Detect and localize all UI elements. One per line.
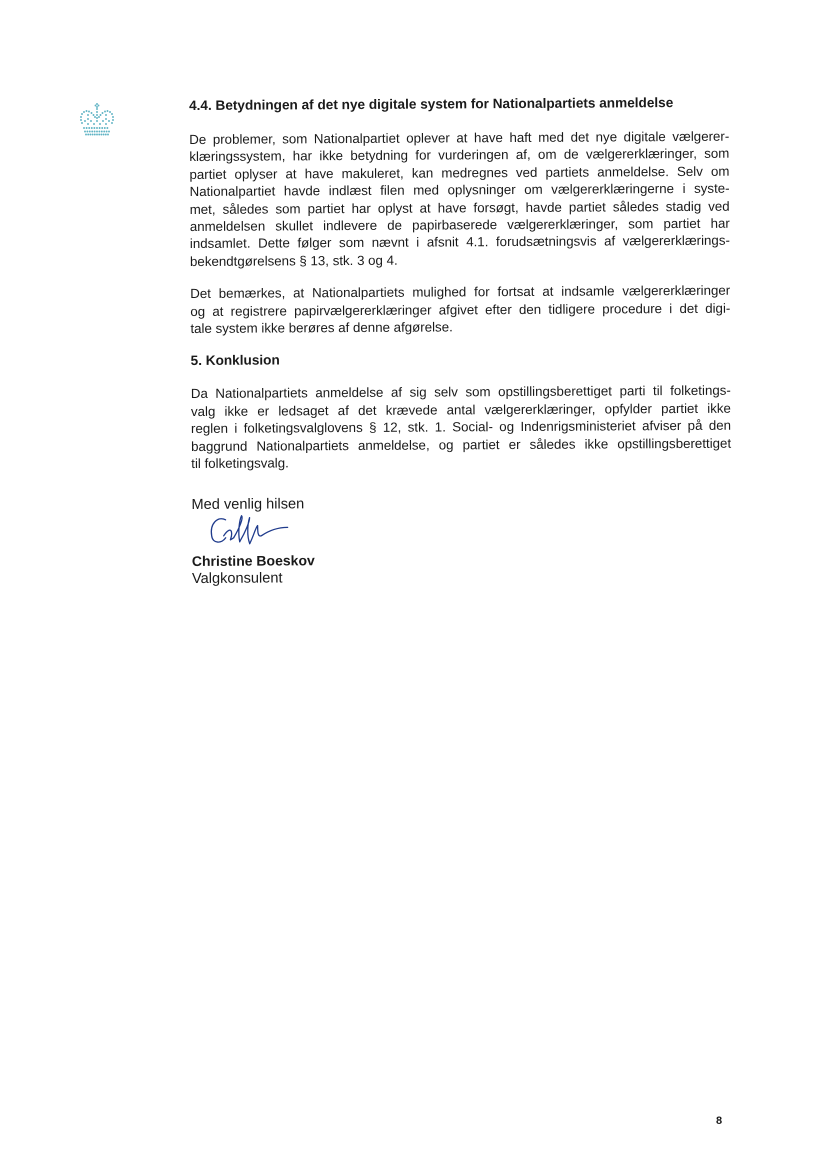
crown-dot: [101, 127, 103, 129]
paragraph-line: klæringssystem, har ikke betydning for vurderingen af, om de vælgererklæringer, som: [189, 146, 730, 165]
crown-dot: [105, 134, 107, 136]
crown-dot: [105, 123, 107, 125]
paragraph-line: til folketingsvalg.: [191, 455, 289, 472]
crown-dot: [98, 131, 100, 133]
crown-dot: [105, 118, 107, 120]
crown-dot: [102, 120, 104, 122]
crown-dot: [96, 106, 98, 108]
crown-dot: [86, 131, 88, 133]
section-5-heading: 5. Konklusion: [190, 352, 280, 369]
crown-dot: [91, 131, 93, 133]
crown-dot: [93, 123, 95, 125]
paragraph-line: partiet oplyser at have makuleret, kan medregnes ved partiets anmeldelse. Selv om: [189, 163, 730, 182]
crown-dot: [88, 111, 90, 113]
crown-dot: [94, 131, 96, 133]
crown-dot: [95, 105, 97, 107]
crown-dot: [109, 111, 111, 113]
crown-dot: [111, 122, 113, 124]
paragraph-line: tale system ikke berøres af denne afgørelse.: [190, 319, 453, 337]
crown-dot: [106, 131, 108, 133]
crown-dot: [87, 118, 89, 120]
crown-dot: [107, 110, 109, 112]
crown-dot: [94, 134, 96, 136]
crown-dot: [87, 134, 89, 136]
crown-dot: [98, 105, 100, 107]
crown-dot: [100, 114, 102, 116]
crown-dot: [91, 112, 93, 114]
page-number: 8: [716, 1115, 723, 1127]
crown-dot: [112, 119, 114, 121]
handwritten-signature: [192, 513, 292, 550]
crown-dot: [85, 134, 87, 136]
paragraph-line: baggrund Nationalpartiets anmeldelse, og partiet er således ikke opstillingsberettiget: [191, 435, 732, 454]
crown-dot: [91, 127, 93, 129]
crown-dot: [96, 108, 98, 110]
crown-dot: [103, 131, 105, 133]
crown-dot: [89, 131, 91, 133]
crown-dot: [99, 127, 101, 129]
crown-dot: [84, 131, 86, 133]
paragraph-line: og at registrere papirvælgererklæringer afgivet efter den tidligere procedure i det digi-: [190, 300, 731, 319]
crown-dot: [96, 127, 98, 129]
crown-dot: [80, 119, 82, 121]
crown-dot: [96, 131, 98, 133]
crown-dot: [98, 116, 100, 118]
paragraph-line: bekendtgørelsens § 13, stk. 3 og 4.: [189, 252, 398, 269]
crown-dot: [104, 111, 106, 113]
crown-dot: [108, 131, 110, 133]
section-4-4-paragraph-1: [189, 128, 730, 271]
royal-crown-logo-icon: [78, 102, 116, 136]
crown-dot: [93, 127, 95, 129]
crown-dot: [106, 127, 108, 129]
crown-dot: [83, 111, 85, 113]
crown-dot: [111, 113, 113, 115]
crown-dot: [87, 114, 89, 116]
letter-body: [189, 94, 732, 588]
closing-greeting: Med venlig hilsen: [191, 495, 305, 513]
crown-dot: [100, 134, 102, 136]
paragraph-line: De problemer, som Nationalpartiet oplever at have haft med det nye digitale vælgerer-: [189, 128, 730, 147]
crown-dot: [105, 114, 107, 116]
section-4-4-paragraph-2: [190, 282, 730, 338]
signer-title: Valgkonsulent: [191, 569, 283, 587]
crown-dot: [94, 116, 96, 118]
crown-dot: [88, 127, 90, 129]
crown-dot: [102, 112, 104, 114]
crown-dot: [96, 111, 98, 113]
crown-dot: [83, 127, 85, 129]
crown-dot: [81, 113, 83, 115]
crown-dot: [96, 120, 98, 122]
crown-dot: [84, 120, 86, 122]
crown-dot: [108, 120, 110, 122]
paragraph-line: Da Nationalpartiets anmeldelse af sig selv som opstillingsberettiget parti til folketings-: [190, 383, 731, 402]
crown-dot: [103, 134, 105, 136]
paragraph-line: met, således som partiet har oplyst at have forsøgt, havde partiet således stadig ved: [189, 198, 730, 217]
crown-dot: [112, 116, 114, 118]
paragraph-line: Nationalpartiet havde indlæst filen med oplysninger om vælgererklæringerne i syste-: [189, 180, 730, 200]
crown-dot: [96, 103, 98, 105]
crown-dot: [86, 110, 88, 112]
crown-dot: [86, 127, 88, 129]
crown-dot: [101, 131, 103, 133]
crown-dot: [104, 127, 106, 129]
paragraph-line: anmeldelsen skullet indlevere de papirbaserede vælgererklæringer, som partiet har: [189, 215, 730, 235]
paragraph-line: reglen i folketingsvalglovens § 12, stk. 1. Social- og Indenrigsministeriet afviser på den: [190, 417, 732, 437]
paragraph-line: indsamlet. Dette følger som nævnt i afsnit 4.1. forudsætningsvis af vælgererklærings-: [189, 233, 730, 252]
section-4-4-heading: 4.4. Betydningen af det nye digitale system for Nationalpartiets anmeldelse: [189, 95, 674, 113]
crown-dot: [92, 134, 94, 136]
section-5-paragraph-1: [191, 382, 732, 472]
crown-dot: [87, 123, 89, 125]
crown-dot: [96, 117, 98, 119]
crown-dot: [80, 116, 82, 118]
crown-dot: [89, 134, 91, 136]
paragraph-line: valg ikke er ledsaget af det krævede antal vælgererklæringer, opfylder partiet ikke: [190, 400, 731, 419]
crown-dot: [93, 114, 95, 116]
crown-dot: [81, 122, 83, 124]
crown-dot: [96, 134, 98, 136]
signer-name: Christine Boeskov: [191, 551, 315, 569]
paragraph-line: Det bemærkes, at Nationalpartiets mulighed for fortsat at indsamle vælgererklæringer: [190, 282, 731, 302]
crown-dot: [99, 123, 101, 125]
crown-dot: [96, 114, 98, 116]
crown-dot: [107, 134, 109, 136]
crown-dot: [90, 120, 92, 122]
crown-dot: [98, 134, 100, 136]
